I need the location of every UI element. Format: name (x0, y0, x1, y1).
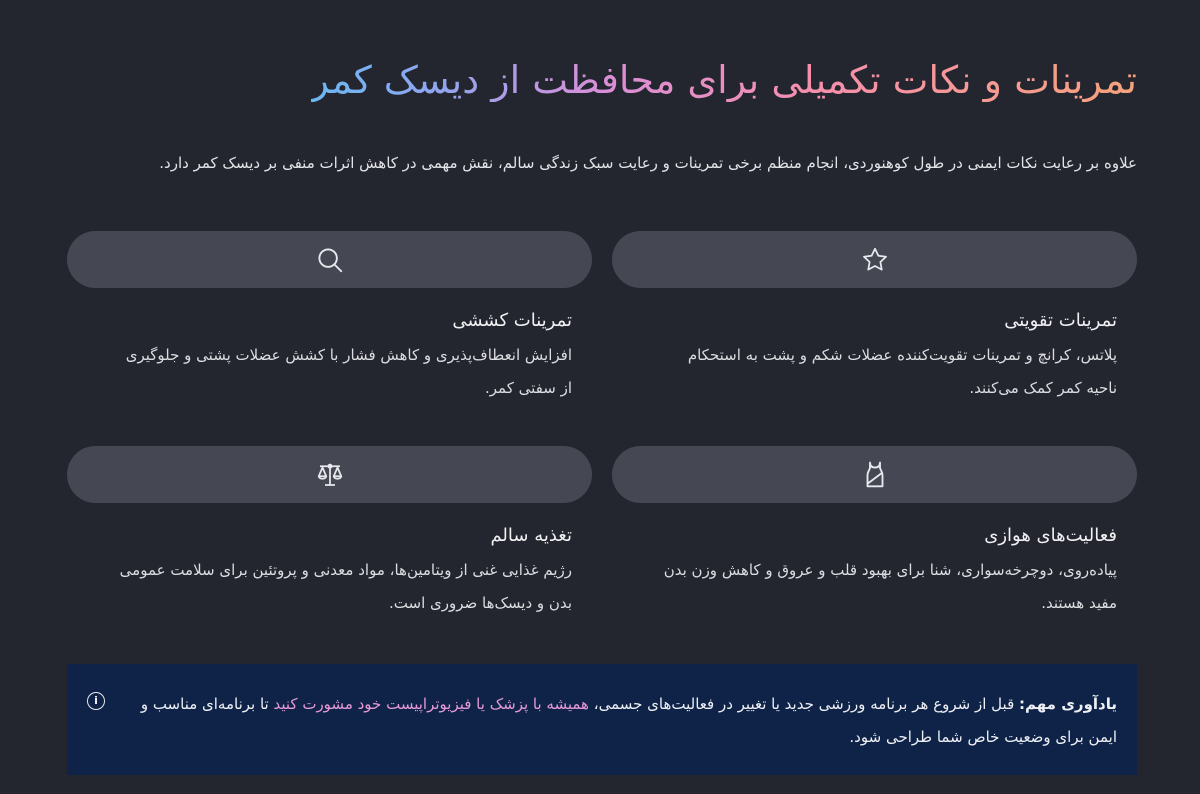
page-title: تمرینات و نکات تکمیلی برای محافظت از دیسک کمر (310, 58, 1137, 102)
card-title: تمرینات کششی (452, 310, 572, 331)
card-description: پیاده‌روی، دوچرخه‌سواری، شنا برای بهبود قلب و عروق و کاهش وزن بدن مفید هستند. (663, 561, 1117, 612)
card-nutrition (67, 446, 592, 620)
card-aerobic (612, 446, 1137, 620)
card-strength (612, 231, 1137, 405)
card-icon-pill (67, 231, 592, 288)
card-description: پلاتس، کرانچ و تمرینات تقویت‌کننده عضلات شکم و پشت به استحکام ناحیه کمر کمک می‌کنند. (687, 346, 1117, 397)
intro-text: علاوه بر رعایت نکات ایمنی در طول کوهنوردی، انجام منظم برخی تمرینات و رعایت سبک زندگی سالم، نقش مهمی در کاهش اثرات منفی بر دیسک کمر دارد. (159, 154, 1137, 172)
scale-icon (315, 460, 345, 490)
card-description: افزایش انعطاف‌پذیری و کاهش فشار با کشش عضلات پشتی و جلوگیری از سفتی کمر. (125, 346, 572, 397)
card-description: رژیم غذایی غنی از ویتامین‌ها، مواد معدنی و پروتئین برای سلامت عمومی بدن و دیسک‌ها ضروری است. (119, 561, 572, 612)
reminder-label: یادآوری مهم: (1019, 695, 1117, 713)
reminder-text: قبل از شروع هر برنامه ورزشی جدید یا تغییر در فعالیت‌های جسمی، (588, 695, 1020, 713)
search-icon (315, 245, 345, 275)
card-icon-pill (67, 446, 592, 503)
card-title: تمرینات تقویتی (1004, 310, 1117, 331)
tank-top-icon (860, 460, 890, 490)
card-stretching (67, 231, 592, 405)
card-title: تغذیه سالم (490, 525, 572, 546)
reminder-highlight: همیشه با پزشک یا فیزیوتراپیست خود مشورت کنید (273, 695, 589, 713)
card-icon-pill (612, 231, 1137, 288)
reminder-text-end: تا برنامه‌ای مناسب و ایمن برای وضعیت خاص شما طراحی شود. (140, 695, 1117, 746)
star-icon (860, 245, 890, 275)
important-reminder (67, 664, 1137, 775)
info-icon: i (87, 692, 105, 710)
card-title: فعالیت‌های هوازی (984, 525, 1117, 546)
card-icon-pill (612, 446, 1137, 503)
